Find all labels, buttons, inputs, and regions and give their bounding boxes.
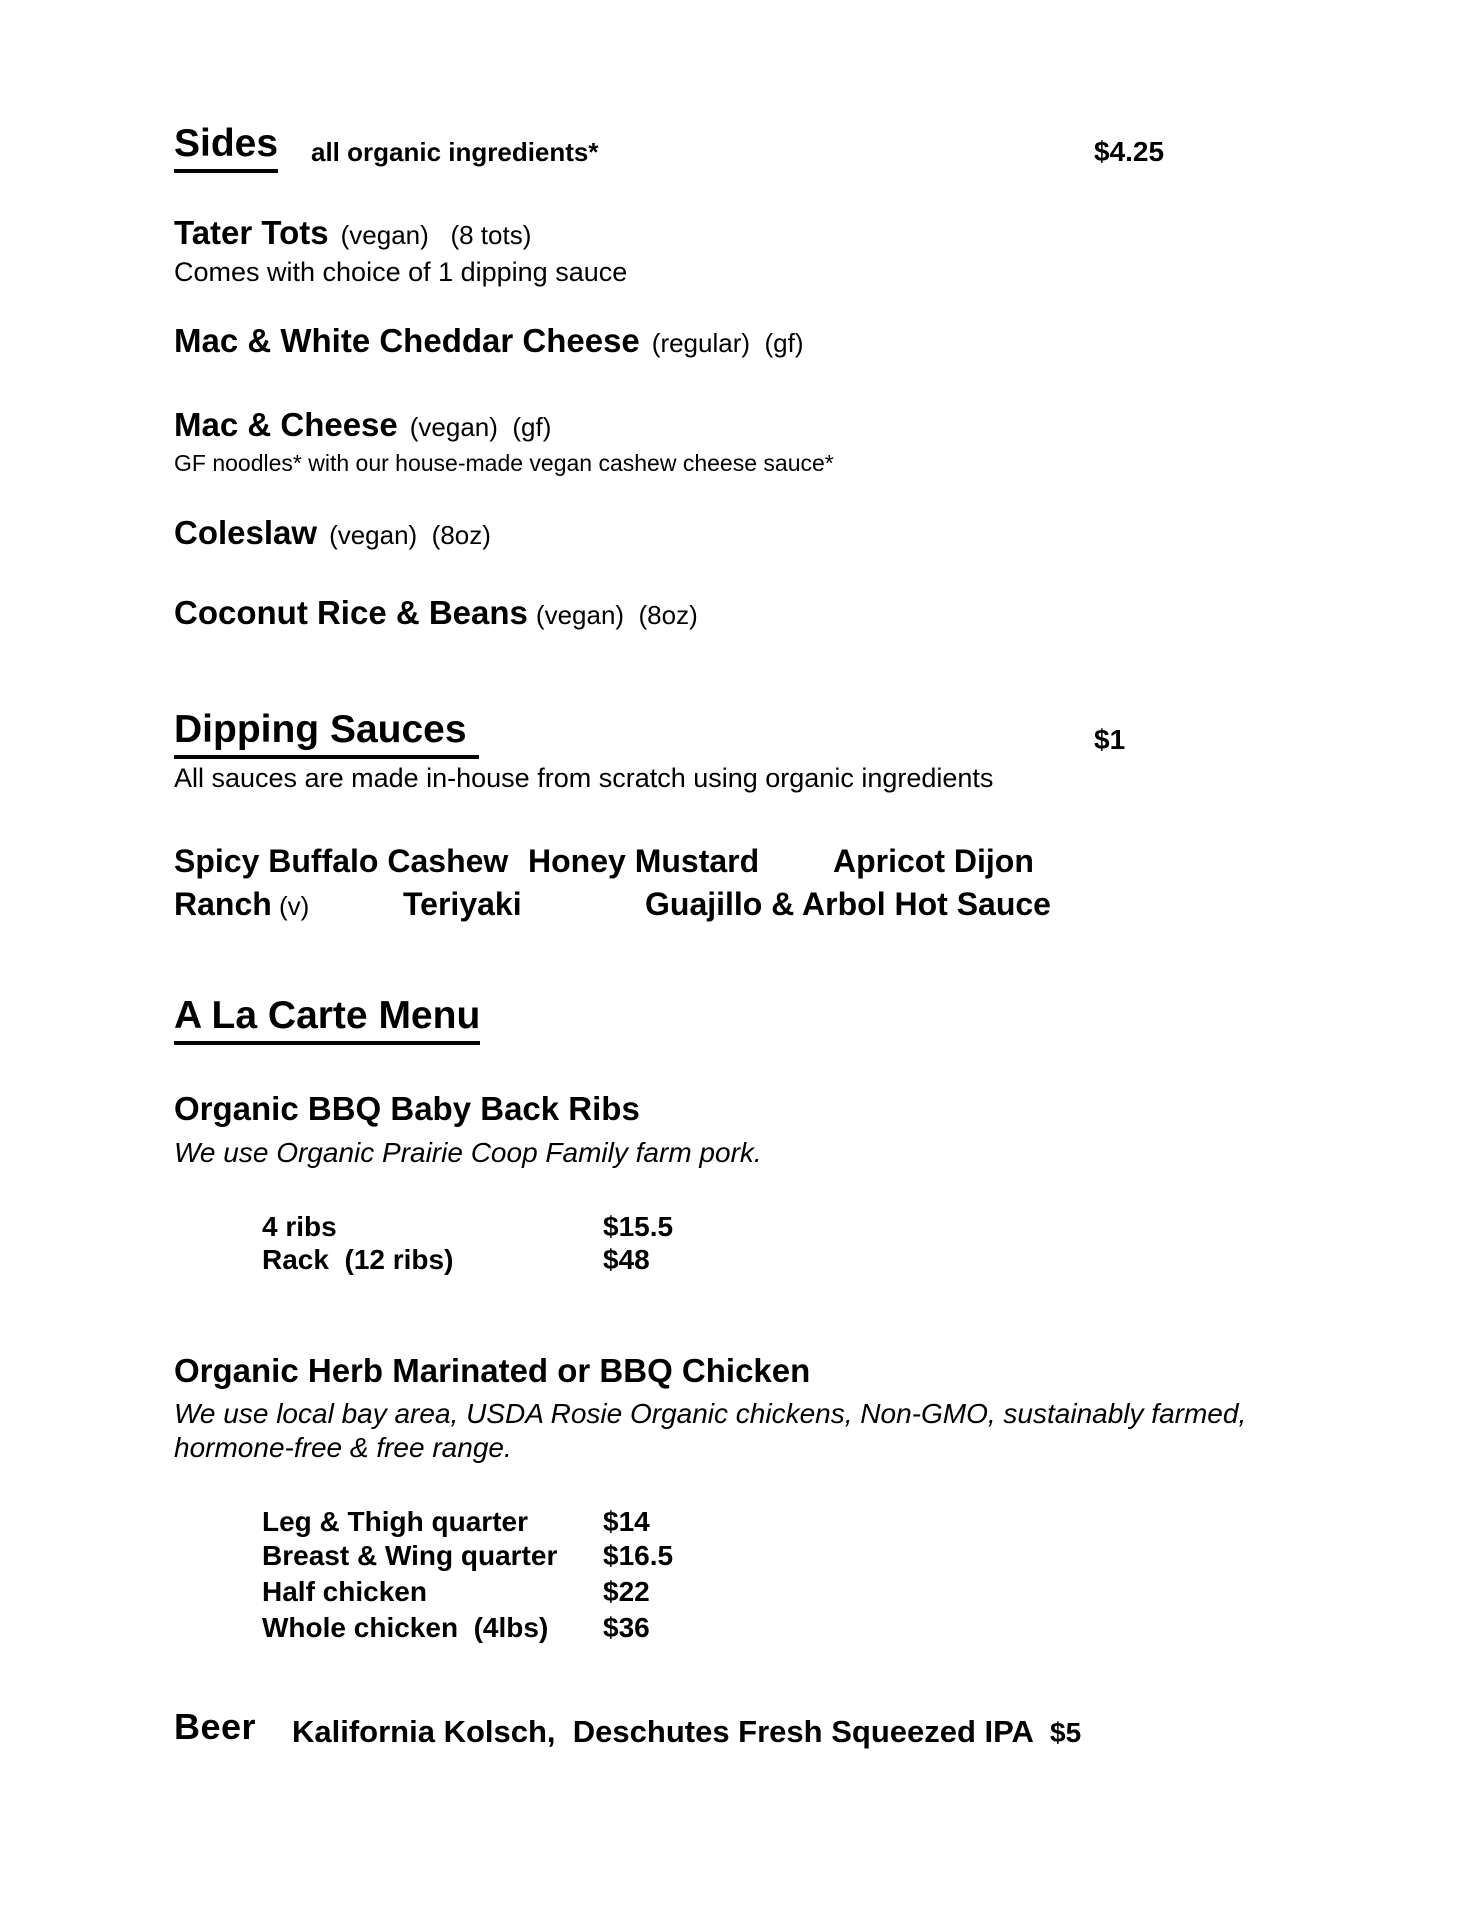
ribs-item-name: Organic BBQ Baby Back Ribs	[174, 1090, 640, 1127]
dipping-sauces-description: All sauces are made in-house from scratch using organic ingredients	[174, 763, 994, 793]
option-price: $14	[603, 1506, 650, 1537]
menu-item-name: Coconut Rice & Beans	[174, 594, 528, 631]
menu-item-description: GF noodles* with our house-made vegan cashew cheese sauce*	[174, 450, 834, 476]
menu-item-name: Mac & White Cheddar Cheese	[174, 322, 640, 359]
menu-item-mac-white-cheddar	[174, 322, 803, 360]
option-row	[174, 1540, 1274, 1574]
menu-item-name: Mac & Cheese	[174, 406, 398, 443]
dipping-sauces-price: $1	[1094, 724, 1126, 755]
beer-item-list: Kalifornia Kolsch, Deschutes Fresh Squeezed IPA	[292, 1714, 1034, 1749]
option-row	[174, 1576, 1274, 1610]
option-label: 4 ribs	[262, 1211, 337, 1242]
option-row	[174, 1211, 1274, 1245]
sauce-name: Guajillo & Arbol Hot Sauce	[645, 886, 1051, 922]
sides-heading: Sides	[174, 122, 278, 173]
sauce-qualifier: (v)	[271, 891, 310, 921]
menu-item-tater-tots	[174, 214, 531, 252]
sauce-name: Spicy Buffalo Cashew	[174, 843, 509, 879]
menu-item-description: Comes with choice of 1 dipping sauce	[174, 257, 628, 287]
menu-item-qualifier: (vegan) (8 tots)	[340, 220, 532, 250]
sides-subheading: all organic ingredients*	[311, 137, 599, 167]
option-label: Leg & Thigh quarter	[262, 1506, 528, 1537]
chicken-item-name: Organic Herb Marinated or BBQ Chicken	[174, 1352, 811, 1389]
menu-item-coconut-rice-beans	[174, 594, 698, 632]
option-label: Breast & Wing quarter	[262, 1540, 558, 1571]
sauce-name-text: Ranch	[174, 886, 272, 922]
chicken-item-description-line1: We use local bay area, USDA Rosie Organic chickens, Non-GMO, sustainably farmed,	[174, 1398, 1247, 1429]
sauce-name	[174, 886, 309, 923]
menu-item-name: Tater Tots	[174, 214, 329, 251]
sides-price: $4.25	[1094, 136, 1165, 167]
menu-item-qualifier: (vegan) (8oz)	[329, 520, 491, 550]
option-row	[174, 1506, 1274, 1540]
option-price: $22	[603, 1576, 650, 1607]
ribs-item-description: We use Organic Prairie Coop Family farm pork.	[174, 1137, 762, 1168]
sauce-row-1	[174, 843, 1274, 887]
menu-item-name: Coleslaw	[174, 514, 318, 551]
a-la-carte-heading-row	[174, 994, 480, 1045]
beer-heading: Beer	[174, 1706, 257, 1747]
menu-item-qualifier: (vegan) (8oz)	[535, 600, 698, 630]
beer-price: $5	[1050, 1717, 1082, 1748]
beer-row	[174, 1706, 1274, 1754]
sauce-name: Apricot Dijon	[833, 843, 1034, 879]
menu-item-mac-cheese-vegan	[174, 406, 551, 444]
option-price: $36	[603, 1612, 650, 1643]
option-row	[174, 1612, 1274, 1646]
option-price: $48	[603, 1244, 650, 1275]
menu-item-coleslaw	[174, 514, 491, 552]
option-price: $15.5	[603, 1211, 674, 1242]
chicken-item-description-line2: hormone-free & free range.	[174, 1432, 512, 1463]
option-label: Half chicken	[262, 1576, 427, 1607]
option-price: $16.5	[603, 1540, 674, 1571]
sauce-row-2	[174, 886, 1274, 930]
a-la-carte-heading: A La Carte Menu	[174, 994, 480, 1045]
option-row	[174, 1244, 1274, 1278]
sauce-name: Honey Mustard	[528, 843, 760, 879]
sides-heading-row	[174, 122, 1165, 173]
sauce-name: Teriyaki	[403, 886, 522, 922]
dipping-sauces-heading-row	[174, 708, 1126, 759]
menu-item-qualifier: (regular) (gf)	[651, 328, 804, 358]
option-label: Whole chicken (4lbs)	[262, 1612, 549, 1643]
option-label: Rack (12 ribs)	[262, 1244, 454, 1275]
menu-item-qualifier: (vegan) (gf)	[409, 412, 552, 442]
dipping-sauces-heading: Dipping Sauces	[174, 708, 479, 759]
